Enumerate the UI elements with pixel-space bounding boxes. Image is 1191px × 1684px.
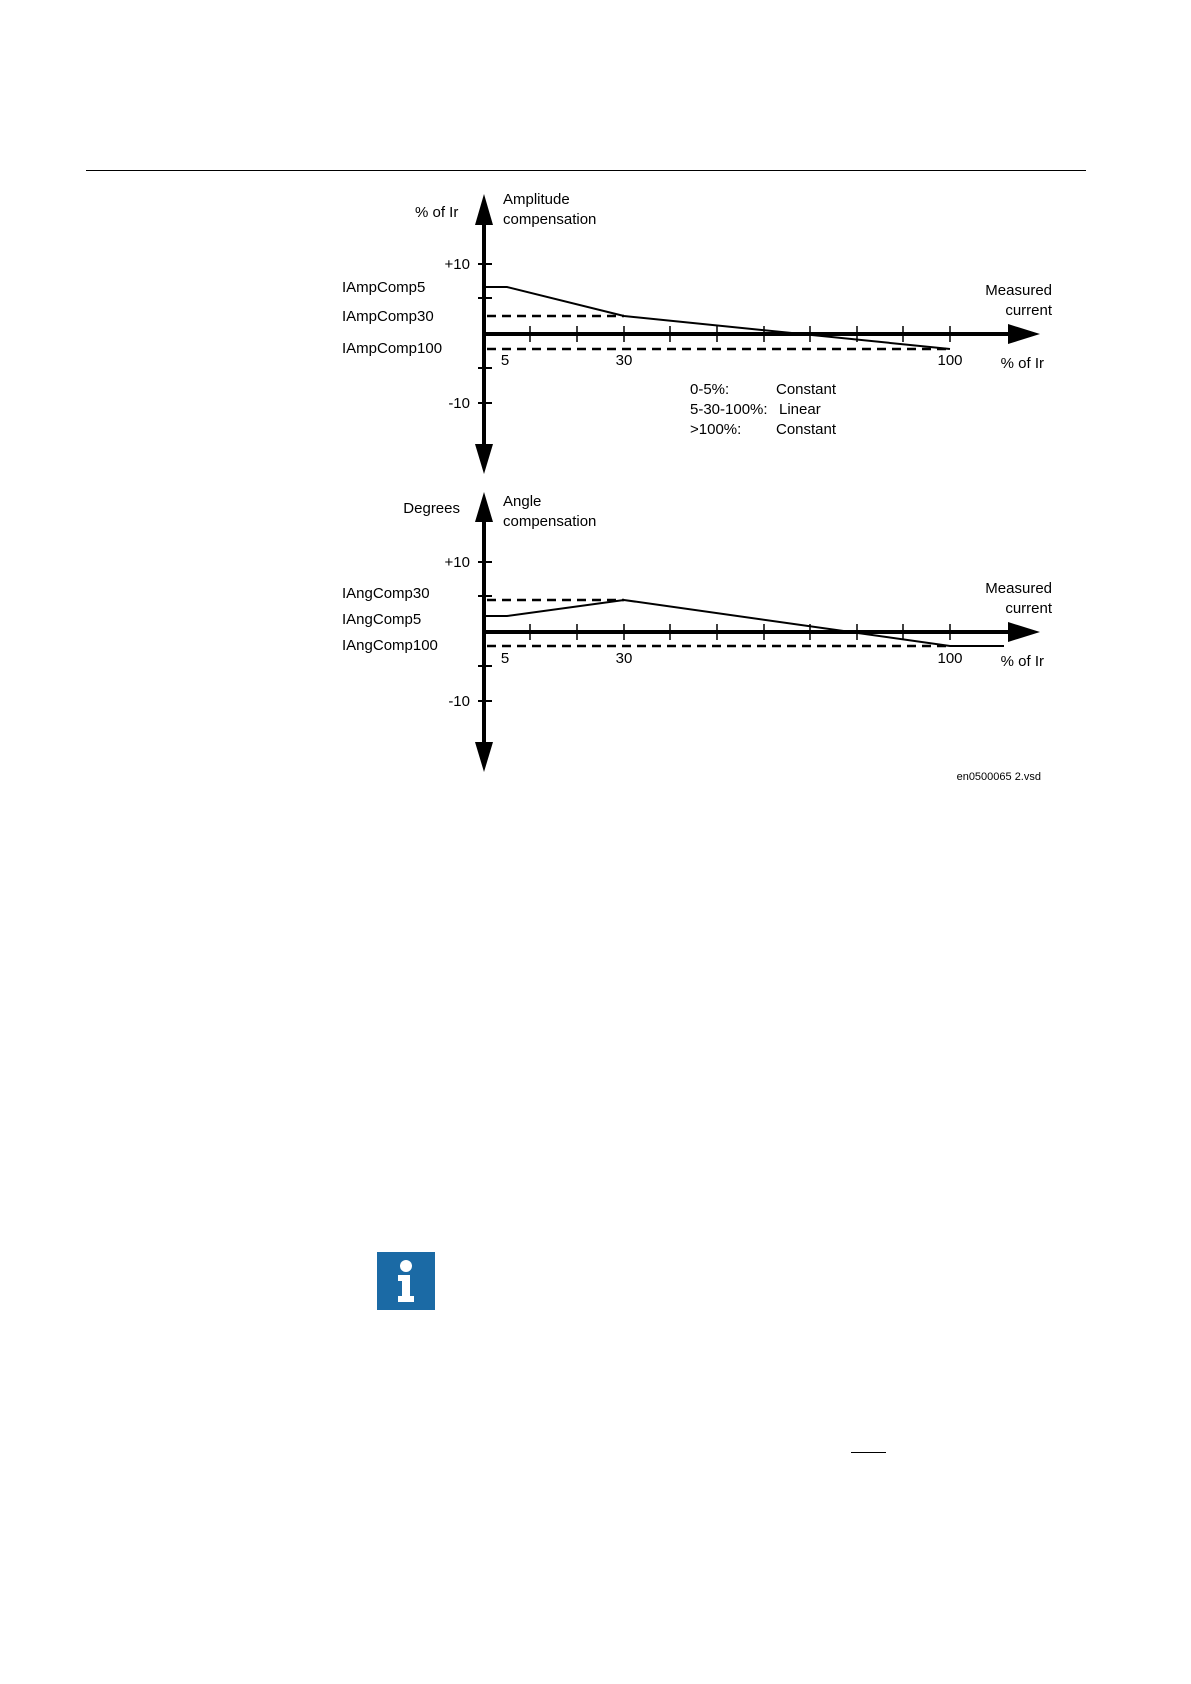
ang-title-1: Angle bbox=[503, 493, 542, 510]
amp-label-0: IAmpComp5 bbox=[342, 279, 426, 296]
ang-tick-plus: +10 bbox=[444, 554, 470, 571]
info-icon bbox=[377, 1252, 435, 1310]
amp-label-2: IAmpComp100 bbox=[342, 340, 443, 357]
ang-x-unit: % of Ir bbox=[1000, 653, 1044, 670]
amp-tick-plus: +10 bbox=[444, 256, 470, 273]
svg-text:Constant: Constant bbox=[776, 381, 837, 398]
ang-title-2: compensation bbox=[503, 513, 597, 530]
ang-y-arrow-up bbox=[475, 492, 493, 522]
amp-tick-minus: -10 bbox=[448, 395, 470, 412]
amp-x-arrow bbox=[1008, 324, 1040, 344]
amp-title-1: Amplitude bbox=[503, 191, 570, 208]
ang-y-arrow-down bbox=[475, 742, 493, 772]
ang-x-arrow bbox=[1008, 622, 1040, 642]
amplitude-panel bbox=[342, 191, 1053, 474]
ang-label-1: IAngComp5 bbox=[342, 611, 422, 628]
ang-tick-minus: -10 bbox=[448, 693, 470, 710]
svg-text:0-5%:: 0-5%: bbox=[690, 381, 730, 398]
amp-y-arrow-up bbox=[475, 194, 493, 225]
svg-text:5-30-100%:: 5-30-100%: bbox=[690, 401, 768, 418]
svg-text:Linear: Linear bbox=[779, 401, 821, 418]
amp-legend bbox=[690, 381, 837, 438]
ang-x-label-1: Measured bbox=[985, 580, 1052, 597]
amp-x-label-1: Measured bbox=[985, 282, 1052, 299]
angle-panel bbox=[342, 492, 1053, 772]
ang-label-2: IAngComp100 bbox=[342, 637, 438, 654]
amp-title-2: compensation bbox=[503, 211, 597, 228]
ang-label-0: IAngComp30 bbox=[342, 585, 430, 602]
ang-xtick-5: 5 bbox=[500, 650, 510, 667]
ang-xtick-30: 30 bbox=[615, 650, 633, 667]
link-underline bbox=[851, 1452, 886, 1453]
ang-solid-curve bbox=[484, 600, 1004, 646]
amp-y-arrow-down bbox=[475, 444, 493, 474]
compensation-diagram bbox=[0, 0, 1191, 800]
ang-y-unit: Degrees bbox=[403, 500, 460, 517]
amp-label-1: IAmpComp30 bbox=[342, 308, 434, 325]
amp-y-unit: % of Ir bbox=[415, 204, 459, 221]
amp-x-unit: % of Ir bbox=[1000, 355, 1044, 372]
amp-xtick-30: 30 bbox=[615, 352, 633, 369]
amp-x-label-2: current bbox=[1005, 302, 1052, 319]
amp-xtick-5: 5 bbox=[500, 352, 510, 369]
svg-text:Constant: Constant bbox=[776, 421, 837, 438]
svg-text:>100%:: >100%: bbox=[690, 421, 742, 438]
ang-x-label-2: current bbox=[1005, 600, 1052, 617]
amp-xtick-100: 100 bbox=[937, 352, 963, 369]
file-reference: en0500065 2.vsd bbox=[956, 771, 1041, 783]
ang-xtick-100: 100 bbox=[937, 650, 963, 667]
